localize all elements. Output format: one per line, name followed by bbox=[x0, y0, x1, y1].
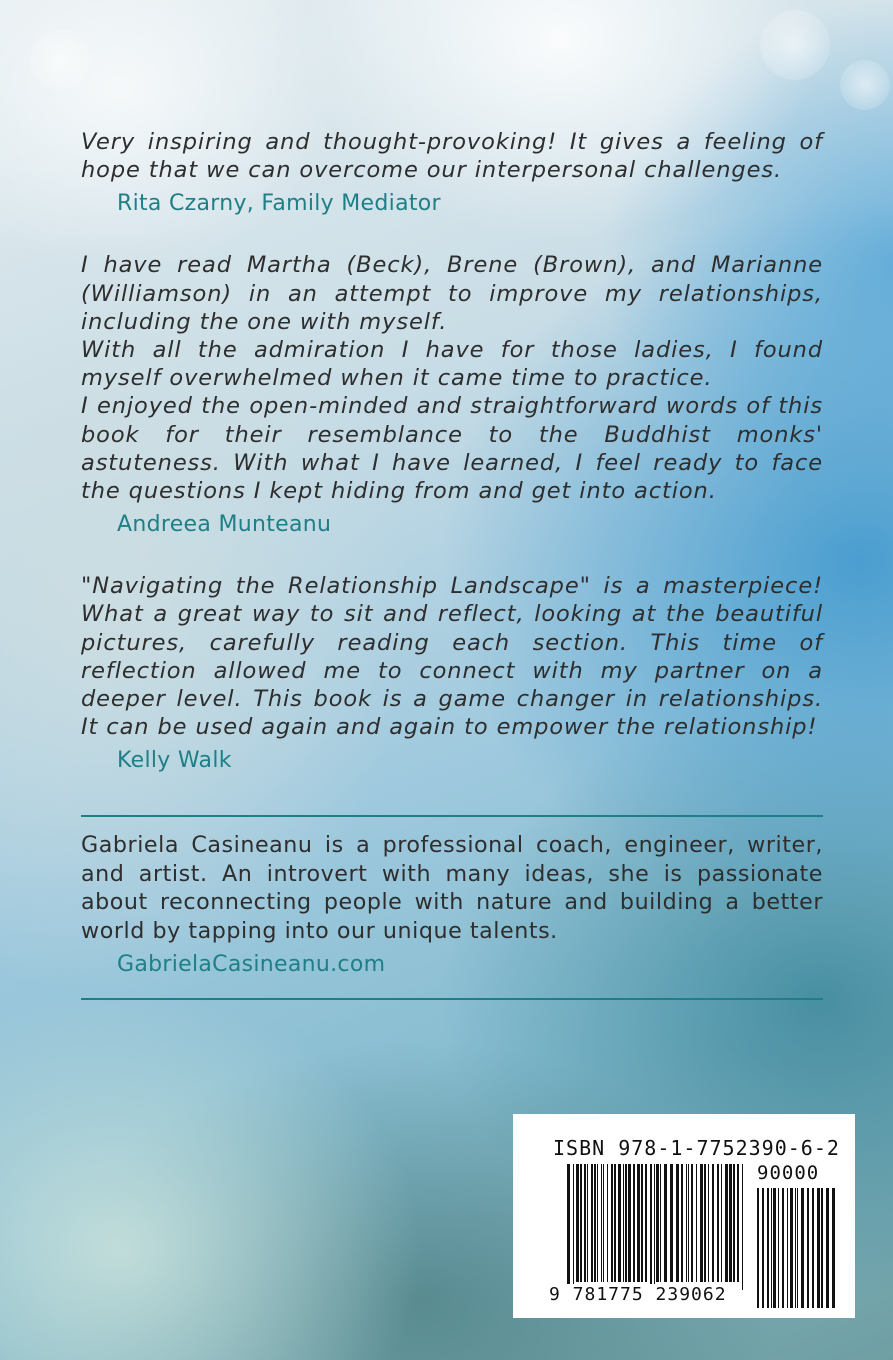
testimonial-quote bbox=[81, 572, 823, 741]
quote-paragraph: With all the admiration I have for those ladies, I found myself overwhelmed when it came time to practice. bbox=[81, 337, 823, 392]
bokeh-light bbox=[840, 60, 890, 110]
barcode-bar bbox=[628, 1164, 631, 1282]
barcode-bar bbox=[762, 1188, 764, 1308]
quote-paragraph: I enjoyed the open-minded and straightforward words of this book for their resemblance to the Buddhist monks' astuteness. With what I have learned, I feel ready to face the questions I kept hiding from and get into action. bbox=[81, 393, 823, 505]
barcode-bar bbox=[712, 1164, 714, 1282]
barcode-bar bbox=[607, 1164, 608, 1282]
barcode-bar bbox=[623, 1164, 624, 1282]
barcode-bar bbox=[787, 1188, 788, 1308]
barcode-bar bbox=[795, 1188, 796, 1308]
bokeh-light bbox=[30, 30, 90, 90]
barcode-bar bbox=[767, 1188, 769, 1308]
testimonial-author: Rita Czarny, Family Mediator bbox=[117, 191, 441, 217]
barcode-bar bbox=[641, 1164, 643, 1282]
barcode-bar bbox=[625, 1164, 627, 1282]
barcode-bar bbox=[742, 1164, 743, 1290]
barcode-bar bbox=[686, 1164, 687, 1282]
testimonial-author: Andreea Munteanu bbox=[117, 512, 332, 538]
quote-paragraph: "Navigating the Relationship Landscape" is a masterpiece! What a great way to sit and reflect, looking at the beautiful pictures, carefully reading each section. This time of reflection allowed me to connect with my partner on a deeper level. This book is a game changer in relationships. It can be used again and again to empower the relationship! bbox=[81, 573, 823, 741]
barcode-bar bbox=[611, 1164, 613, 1282]
barcode-digits: 9 781775 239062 bbox=[549, 1284, 727, 1305]
barcode-bar bbox=[637, 1164, 640, 1282]
barcode-bar bbox=[812, 1188, 814, 1308]
barcode-bar bbox=[597, 1164, 598, 1282]
barcode-bar bbox=[721, 1164, 722, 1282]
barcode-bar bbox=[708, 1164, 709, 1282]
barcode-bar bbox=[567, 1164, 570, 1290]
barcode-bar bbox=[618, 1164, 621, 1282]
barcode-bar bbox=[573, 1164, 574, 1290]
price-code: 90000 bbox=[757, 1162, 820, 1184]
barcode-bar bbox=[826, 1188, 829, 1308]
barcode-bar bbox=[594, 1164, 596, 1282]
barcode-bar bbox=[691, 1164, 693, 1282]
barcode-bar bbox=[688, 1164, 689, 1282]
barcode-bar bbox=[729, 1164, 732, 1282]
barcode-bar bbox=[576, 1164, 579, 1282]
barcode-main-bars bbox=[567, 1164, 743, 1290]
barcode-bar bbox=[801, 1188, 804, 1308]
testimonial-quote bbox=[81, 128, 823, 184]
barcode-bar bbox=[737, 1164, 739, 1282]
barcode-bar bbox=[771, 1188, 772, 1308]
quote-paragraph: I have read Martha (Beck), Brene (Brown), and Marianne (Williamson) in an attempt to improve my relationships, including the one with myself. bbox=[81, 252, 823, 335]
barcode-bar bbox=[773, 1188, 776, 1308]
testimonial-1 bbox=[81, 128, 823, 218]
barcode-bar bbox=[733, 1164, 735, 1282]
author-bio: Gabriela Casineanu is a professional coach, engineer, writer, and artist. An introvert with many ideas, she is passionate about reconnecting people with nature and building a better world by tapping into our unique talents. bbox=[81, 832, 823, 944]
back-cover-content bbox=[81, 128, 823, 1000]
barcode-bar bbox=[633, 1164, 635, 1282]
barcode-bar bbox=[782, 1188, 784, 1308]
barcode-bar bbox=[591, 1164, 593, 1282]
barcode-bar bbox=[817, 1188, 820, 1308]
barcode-bar bbox=[696, 1164, 697, 1282]
barcode-bar bbox=[700, 1164, 703, 1282]
barcode-bar bbox=[717, 1164, 719, 1282]
testimonial-3 bbox=[81, 572, 823, 775]
barcode-bar bbox=[601, 1164, 602, 1282]
barcode-bar bbox=[725, 1164, 728, 1282]
testimonial-quote bbox=[81, 251, 823, 505]
barcode-addon-bars bbox=[757, 1188, 837, 1308]
barcode-bar bbox=[645, 1164, 647, 1282]
divider-bottom bbox=[81, 998, 823, 1000]
barcode-bar bbox=[676, 1164, 679, 1282]
divider-top bbox=[81, 815, 823, 817]
barcode-bar bbox=[603, 1164, 604, 1282]
isbn-label: ISBN 978-1-7752390-6-2 bbox=[553, 1136, 840, 1160]
barcode-bar bbox=[654, 1164, 655, 1290]
barcode-bar bbox=[614, 1164, 616, 1282]
testimonial-author: Kelly Walk bbox=[117, 748, 232, 774]
quote-paragraph: Very inspiring and thought-provoking! It gives a feeling of hope that we can overcome our interpersonal challenges. bbox=[81, 129, 823, 184]
barcode-bar bbox=[757, 1188, 759, 1308]
barcode-bar bbox=[580, 1164, 582, 1282]
barcode-bar bbox=[584, 1164, 586, 1282]
barcode-bar bbox=[664, 1164, 667, 1282]
barcode-bar bbox=[832, 1188, 835, 1308]
barcode-bar bbox=[790, 1188, 793, 1308]
barcode-bar bbox=[807, 1188, 809, 1308]
barcode-bar bbox=[704, 1164, 706, 1282]
barcode-bar bbox=[656, 1164, 659, 1282]
testimonial-2 bbox=[81, 251, 823, 539]
barcode-bar bbox=[660, 1164, 661, 1282]
author-website-link[interactable]: GabrielaCasineanu.com bbox=[117, 952, 386, 978]
barcode-bar bbox=[587, 1164, 588, 1282]
isbn-barcode bbox=[513, 1114, 855, 1318]
barcode-bar bbox=[681, 1164, 683, 1282]
barcode-bar bbox=[821, 1188, 823, 1308]
barcode-bar bbox=[778, 1188, 779, 1308]
barcode-bar bbox=[650, 1164, 652, 1290]
barcode-bar bbox=[670, 1164, 673, 1282]
bokeh-light bbox=[760, 10, 830, 80]
barcode-bar bbox=[797, 1188, 798, 1308]
